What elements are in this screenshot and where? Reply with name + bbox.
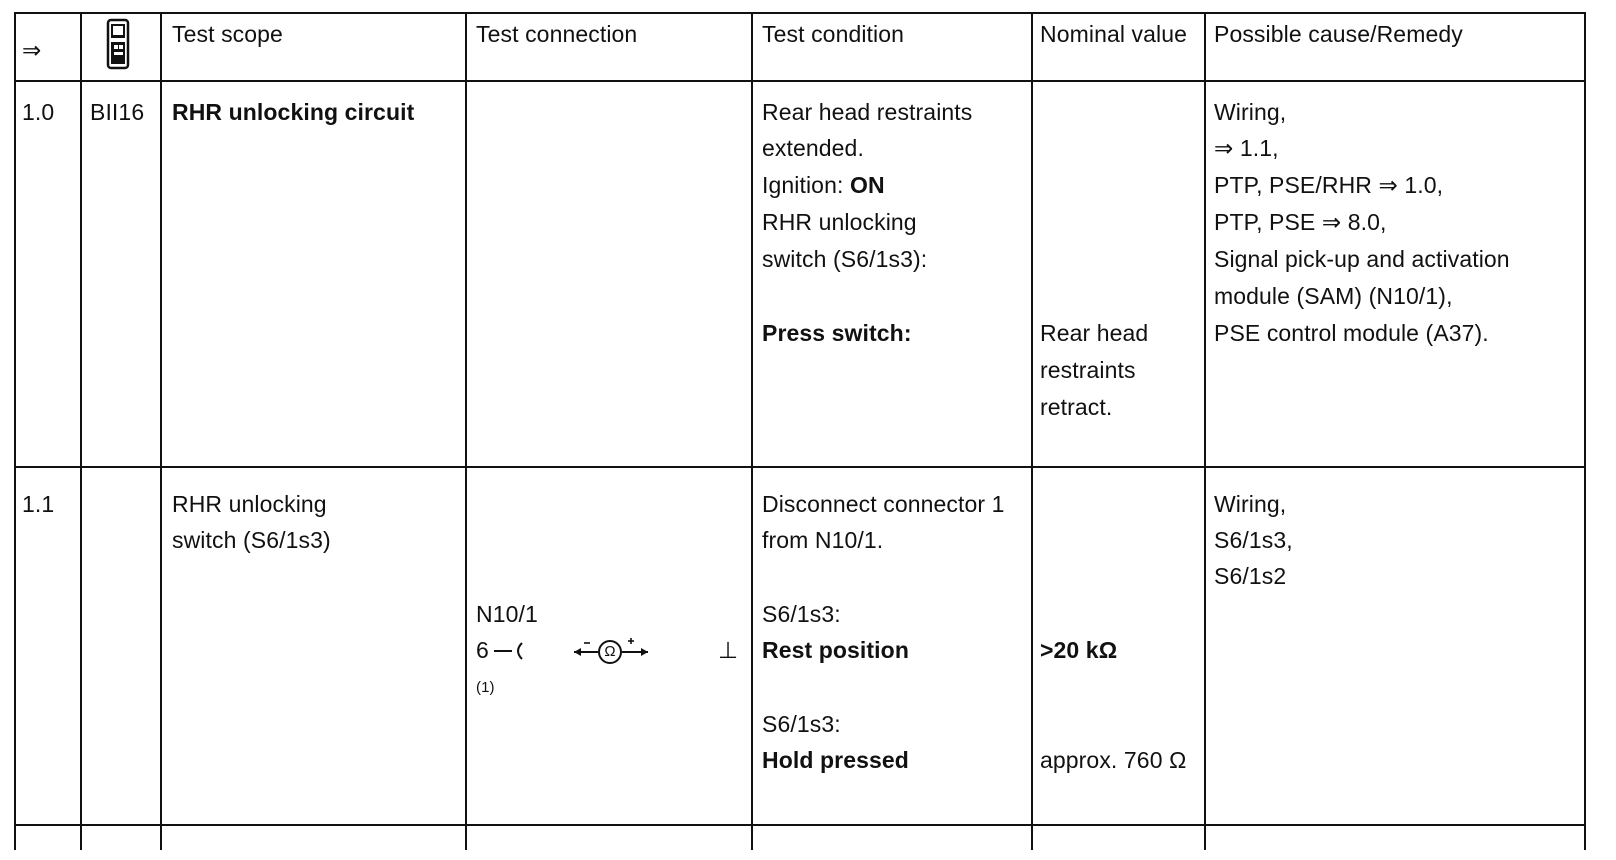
row1-condition-press: Press switch: xyxy=(762,320,912,346)
col-divider-1 xyxy=(80,12,82,850)
row1-step: 1.0 xyxy=(22,99,55,125)
row1-cause-line6: module (SAM) (N10/1), xyxy=(1214,283,1453,309)
tester-icon xyxy=(106,18,130,75)
row2-scope-line1: RHR unlocking xyxy=(172,491,327,517)
col-divider-6 xyxy=(1204,12,1206,850)
rest-label: S6/1s3: xyxy=(762,601,841,627)
table-border-bottom xyxy=(14,824,1586,826)
col-divider-3 xyxy=(465,12,467,850)
ignition-label: Ignition: xyxy=(762,172,850,198)
row1-scope: RHR unlocking circuit xyxy=(172,99,415,125)
rest-value: Rest position xyxy=(762,637,909,663)
table-border-top xyxy=(14,12,1586,14)
connection-pin: 6 xyxy=(476,637,489,663)
ignition-state: ON xyxy=(849,172,885,198)
connection-note: (1) xyxy=(476,679,495,696)
row1-nominal-line2: restraints xyxy=(1040,357,1136,383)
row1-condition-line2: extended. xyxy=(762,135,864,161)
row-divider xyxy=(14,466,1586,468)
row1-condition-line4: RHR unlocking xyxy=(762,209,917,235)
row1-condition-line3 xyxy=(762,167,885,203)
col-divider-4 xyxy=(751,12,753,850)
row2-condition-line1: Disconnect connector 1 xyxy=(762,491,1005,517)
row2-scope-line2: switch (S6/1s3) xyxy=(172,527,331,553)
hold-label: S6/1s3: xyxy=(762,711,841,737)
nominal-rest: >20 kΩ xyxy=(1040,637,1118,663)
row1-code: BII16 xyxy=(90,99,145,125)
row2-step: 1.1 xyxy=(22,491,55,517)
col-border-right xyxy=(1584,12,1586,850)
header-test-connection: Test connection xyxy=(476,21,638,47)
row1-cause-line2: ⇒ 1.1, xyxy=(1214,135,1279,161)
row1-cause-line3: PTP, PSE/RHR ⇒ 1.0, xyxy=(1214,172,1444,198)
row1-cause-line4: PTP, PSE ⇒ 8.0, xyxy=(1214,209,1387,235)
connector-symbol xyxy=(492,640,526,662)
row1-cause-line5: Signal pick-up and activation xyxy=(1214,246,1510,272)
row2-cause-line3: S6/1s2 xyxy=(1214,563,1287,589)
hold-value: Hold pressed xyxy=(762,747,909,773)
header-nominal-value: Nominal value xyxy=(1040,21,1188,47)
col-border-left xyxy=(14,12,16,850)
row1-cause-line1: Wiring, xyxy=(1214,99,1287,125)
header-test-condition: Test condition xyxy=(762,21,905,47)
col-divider-5 xyxy=(1031,12,1033,850)
header-possible-cause: Possible cause/Remedy xyxy=(1214,21,1463,47)
test-table xyxy=(14,12,1586,850)
header-test-scope: Test scope xyxy=(172,21,283,47)
row2-cause-line2: S6/1s3, xyxy=(1214,527,1293,553)
row1-condition-line5: switch (S6/1s3): xyxy=(762,246,928,272)
row2-condition-line2: from N10/1. xyxy=(762,527,884,553)
row1-nominal-line3: retract. xyxy=(1040,394,1113,420)
row1-nominal-line1: Rear head xyxy=(1040,320,1149,346)
row1-cause-line7: PSE control module (A37). xyxy=(1214,320,1489,346)
header-arrow: ⇒ xyxy=(22,37,42,63)
header-divider xyxy=(14,80,1586,82)
ground-icon: ⊥ xyxy=(718,637,739,663)
ohm-symbol: Ω xyxy=(604,643,616,660)
col-divider-2 xyxy=(160,12,162,850)
nominal-hold: approx. 760 Ω xyxy=(1040,747,1187,773)
connection-module: N10/1 xyxy=(476,601,538,627)
row1-condition-line1: Rear head restraints xyxy=(762,99,973,125)
row2-cause-line1: Wiring, xyxy=(1214,491,1287,517)
